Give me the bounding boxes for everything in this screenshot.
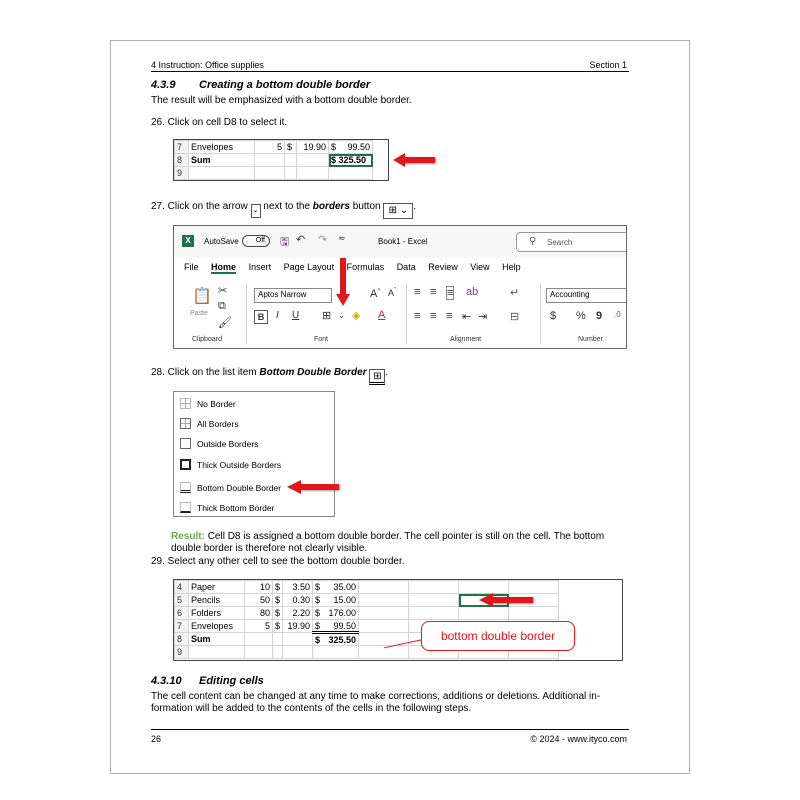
row-header: 7 [175,620,189,633]
bottom-double-border-icon [180,482,191,493]
sheet1-table [174,140,373,180]
cell[interactable]: Folders [189,607,245,620]
paragraph-line-2: formation will be added to the contents of the cells in the following steps. [151,703,472,714]
menu-item-no-border[interactable] [180,398,236,409]
menu-item-label: Bottom Double Border [197,483,282,493]
cell[interactable] [509,581,559,594]
bold-icon[interactable]: B [254,310,268,324]
table-row [175,141,373,154]
cell[interactable] [245,646,273,659]
cell[interactable] [329,141,373,154]
section-number-2: 4.3.10 [151,675,182,687]
dropdown-arrow-icon: ⌄ [251,204,261,218]
divider [540,284,541,344]
cell[interactable] [459,581,509,594]
excel-logo-icon: X [182,235,194,247]
cell[interactable] [313,646,359,659]
autosave-label: AutoSave [204,237,239,246]
sheet-snippet-1 [173,139,389,181]
section-title-2: Editing cells [199,675,264,687]
cell[interactable]: Paper [189,581,245,594]
step28-text-bold: Bottom Double Border [259,367,367,378]
cell[interactable]: $ [273,594,283,607]
cell-currency: $ [315,582,321,592]
search-placeholder: Search [547,238,573,247]
step27-text-mid: next to the [263,201,310,212]
cell-currency: $ [331,142,337,152]
cell-value: 35.00 [333,582,357,592]
align-middle-icon[interactable]: ≡ [430,286,437,298]
cell[interactable] [285,154,297,167]
italic-icon[interactable]: I [276,310,279,321]
cell[interactable]: Sum [189,633,245,646]
cell-d8-selected[interactable]: $ 325.50 [329,154,373,167]
cell[interactable] [359,607,409,620]
step-27: 27. Click on the arrow ⌄ next to the borders button ⊞ ⌄ . [151,201,416,219]
cell[interactable] [245,633,273,646]
cell[interactable] [313,633,359,646]
menu-item-label: Outside Borders [197,439,259,449]
cell[interactable]: $ [273,607,283,620]
paste-label[interactable]: Paste [190,310,208,317]
red-arrow-left-icon [287,480,339,494]
page-number: 26 [151,734,162,744]
copy-icon[interactable]: ⧉ [218,300,226,312]
step27-text-pre: 27. Click on the arrow [151,201,248,212]
cell-currency: $ [315,595,321,605]
row-header: 9 [175,167,189,180]
divider [246,284,247,344]
cell[interactable]: 80 [245,607,273,620]
cell[interactable]: Sum [189,154,255,167]
table-row [175,167,373,180]
step28-text-pre: 28. Click on the list item [151,367,257,378]
search-box[interactable] [516,232,627,252]
cell[interactable] [283,633,313,646]
menu-item-all-borders[interactable] [180,418,239,429]
table-row [175,607,559,620]
cell-currency: $ [315,608,321,618]
thick-bottom-border-icon [180,502,191,513]
step-28: 28. Click on the list item Bottom Double Border ⊞ . [151,367,388,385]
row-header: 8 [175,154,189,167]
row-header: 5 [175,594,189,607]
align-top-icon[interactable]: ≡ [414,286,421,298]
orientation-icon[interactable]: ab [466,286,479,298]
cell[interactable] [313,607,359,620]
workbook-title: Book1 - Excel [378,237,428,246]
red-arrow-left-icon [393,153,435,167]
cell[interactable]: 19.90 [283,620,313,633]
header-right: Section 1 [589,60,627,70]
align-right-icon[interactable]: ≡ [446,310,453,322]
cell[interactable] [359,581,409,594]
cell-value: 99.50 [347,142,370,152]
cell[interactable] [297,154,329,167]
tab-view[interactable]: View [470,262,490,272]
menu-item-label: Thick Outside Borders [197,460,282,470]
section-number: 4.3.9 [151,79,176,91]
bottom-double-border-callout: bottom double border [421,621,575,651]
cell[interactable] [283,646,313,659]
menu-item-bottom-double-border[interactable] [180,482,281,493]
row-header: 7 [175,141,189,154]
cell[interactable] [409,607,459,620]
cell[interactable] [313,581,359,594]
cell[interactable]: Envelopes [189,620,245,633]
intro-text: The result will be emphasized with a bottom double border. [151,95,412,106]
borders-icon[interactable]: ⊞ [322,310,332,322]
menu-item-thick-bottom-border[interactable] [180,502,274,513]
cell[interactable] [273,646,283,659]
cell[interactable] [285,167,297,180]
borders-dropdown-arrow-icon[interactable]: ⌄ [338,311,345,320]
cell[interactable] [255,154,285,167]
cell[interactable] [255,167,285,180]
copyright: © 2024 - www.ityco.com [530,734,627,744]
cell[interactable] [329,167,373,180]
no-border-icon [180,398,191,409]
section-heading [151,79,370,91]
align-bottom-icon[interactable]: ≡ [447,287,454,299]
save-icon[interactable]: 🖫 [280,236,290,248]
comma-icon[interactable]: 9 [596,310,603,322]
align-left-icon[interactable]: ≡ [414,310,421,322]
cell[interactable] [509,607,559,620]
paste-icon[interactable]: 📋 [192,288,212,305]
outside-borders-icon [180,438,191,449]
cell-value: 325.50 [328,634,357,645]
paragraph-line-1: The cell content can be changed at any time to make corrections, additions or deletions. Additional in- [151,691,601,702]
row-header: 9 [175,646,189,659]
thick-outside-borders-icon [180,459,191,470]
border-dropdown-menu [173,391,335,517]
menu-item-label: No Border [197,399,236,409]
cell-value: 15.00 [333,595,357,605]
document-page [110,40,690,774]
borders-button-icon: ⊞ ⌄ [383,203,413,219]
search-icon: ⚲ [529,236,537,247]
title-bar [174,226,626,258]
cell[interactable]: $ [273,620,283,633]
cell[interactable] [189,167,255,180]
customize-icon[interactable]: ≂ [338,233,346,243]
cell[interactable] [189,646,245,659]
result-label: Result: [171,531,205,542]
cell[interactable]: 0.30 [283,594,313,607]
fill-color-icon[interactable]: ◈ [352,310,361,322]
divider [406,284,407,344]
cell[interactable] [273,633,283,646]
footer-rule [151,729,629,730]
wrap-text-icon[interactable]: ↵ [510,287,520,299]
step-29: 29. Select any other cell to see the bottom double border. [151,556,405,567]
cell[interactable]: 3.50 [283,581,313,594]
tab-data[interactable]: Data [396,262,416,272]
cell-value: 176.00 [328,608,357,618]
table-row [175,154,373,167]
cell[interactable]: 2.20 [283,607,313,620]
section-heading-2 [151,675,264,687]
cell-currency: $ [315,634,321,645]
cell[interactable]: Envelopes [189,141,255,154]
bottom-double-border-icon: ⊞ [369,369,385,385]
cell[interactable] [297,167,329,180]
tab-help[interactable]: Help [502,262,521,272]
cell[interactable]: $ [285,141,297,154]
underline-icon[interactable]: U [292,310,300,321]
tab-review[interactable]: Review [428,262,458,272]
cell[interactable]: 19.90 [297,141,329,154]
cell[interactable]: 10 [245,581,273,594]
result-text-2: double border is therefore not clearly visible. [171,543,368,554]
group-number: Number [578,336,603,343]
number-format-select[interactable]: Accounting [546,288,627,303]
header-rule [151,71,629,72]
row-header: 8 [175,633,189,646]
cell[interactable] [359,620,409,633]
menu-item-label: All Borders [197,419,239,429]
menu-item-outside-borders[interactable] [180,438,258,449]
red-arrow-left-icon [479,593,533,607]
tab-home[interactable]: Home [211,262,237,272]
cell[interactable] [459,607,509,620]
autosave-toggle[interactable]: Off [242,235,270,247]
cell[interactable] [409,581,459,594]
result-text-1: Cell D8 is assigned a bottom double border. The cell pointer is still on the cell. The bottom [207,531,605,542]
group-clipboard: Clipboard [192,336,222,343]
tab-file[interactable]: File [184,262,199,272]
table-row [175,581,559,594]
all-borders-icon [180,418,191,429]
cell-value: 99.50 [333,620,357,631]
cell[interactable] [359,594,409,607]
group-alignment: Alignment [450,336,482,343]
cell[interactable] [313,594,359,607]
cell[interactable] [409,594,459,607]
result-line-1 [171,531,604,543]
undo-icon[interactable]: ↶ [296,234,306,246]
cell[interactable]: 5 [255,141,285,154]
excel-ribbon [173,225,627,349]
font-name-select[interactable]: Aptos Narrow [254,288,332,303]
step27-text-post: button [352,201,381,212]
grow-font-icon[interactable]: A^ [370,288,381,300]
cell[interactable]: 50 [245,594,273,607]
cell[interactable]: $ [273,581,283,594]
cell[interactable] [313,620,359,633]
tab-formulas[interactable]: Formulas [346,262,385,272]
menu-item-label: Thick Bottom Border [197,503,275,513]
section-title: Creating a bottom double border [199,79,371,91]
red-arrow-down-icon [336,258,350,308]
cell[interactable]: 5 [245,620,273,633]
step27-text-bold: borders [312,201,350,212]
cell-currency: $ [315,620,321,631]
row-header: 6 [175,607,189,620]
row-header: 4 [175,581,189,594]
step-26: 26. Click on cell D8 to select it. [151,117,288,128]
shrink-font-icon[interactable]: $A^ˇ$ [388,288,397,298]
tab-page-layout[interactable]: Page Layout [283,262,335,272]
percent-icon[interactable]: % [576,310,586,322]
currency-icon[interactable]: $ [550,310,557,322]
align-center-icon[interactable]: ≡ [430,310,437,322]
header-left: 4 Instruction: Office supplies [151,60,264,70]
group-font: Font [314,336,329,343]
redo-icon[interactable]: ↷ [318,234,328,246]
increase-indent-icon[interactable]: ⇥ [478,311,488,323]
font-color-icon[interactable]: A [378,309,386,321]
format-painter-icon[interactable]: 🖌 [218,317,232,329]
increase-decimal-icon[interactable]: .0 [614,310,621,319]
cut-icon[interactable]: ✂ [218,285,228,297]
cell[interactable]: Pencils [189,594,245,607]
menu-item-thick-outside-borders[interactable] [180,459,281,470]
merge-center-icon[interactable]: ⊟ [510,311,520,323]
decrease-indent-icon[interactable]: ⇤ [462,311,472,323]
tab-insert[interactable]: Insert [248,262,272,272]
